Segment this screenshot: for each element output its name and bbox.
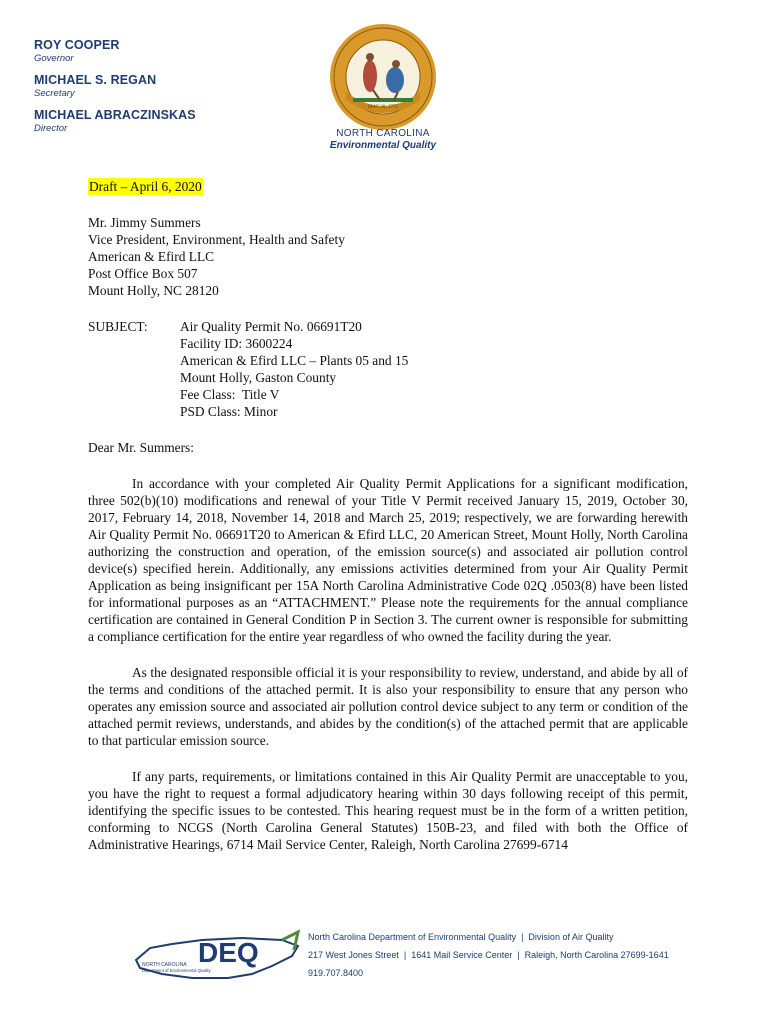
salutation: Dear Mr. Summers: xyxy=(88,440,194,455)
state-seal-icon xyxy=(328,22,438,132)
subject-lines xyxy=(180,318,408,420)
subject-block xyxy=(88,318,688,420)
footer-line: North Carolina Department of Environmental Quality | Division of Air Quality xyxy=(308,932,614,942)
recipient-line: Mount Holly, NC 28120 xyxy=(88,283,219,298)
footer-contact xyxy=(308,931,669,985)
letter-body xyxy=(88,178,688,853)
svg-text:MAY 20, 1775: MAY 20, 1775 xyxy=(368,105,398,110)
body-paragraph: If any parts, requirements, or limitations contained in this Air Quality Permit are unacceptable to you, you have the right to request a formal adjudicatory hearing within 30 days following receipt of this permit, identifying the specific issues to be contested. This hearing request must be in the form of a written petition, conforming to NCGS (North Carolina General Statutes) 150B-23, and filed with both the Office of Administrative Hearings, 6714 Mail Service Center, Raleigh, North Carolina 27699-6714 xyxy=(88,769,688,852)
subject-line: PSD Class: Minor xyxy=(180,404,278,419)
recipient-line: American & Efird LLC xyxy=(88,249,215,264)
agency-line-1: NORTH CAROLINA xyxy=(336,128,430,139)
subject-line: Fee Class: Title V xyxy=(180,387,280,402)
subject-line: Mount Holly, Gaston County xyxy=(180,370,337,385)
official-name: MICHAEL S. REGAN xyxy=(34,73,157,87)
official-title: Governor xyxy=(34,53,74,64)
footer-line: 217 West Jones Street | 1641 Mail Service Center | Raleigh, North Carolina 27699-1641 xyxy=(308,950,669,960)
svg-text:DEQ: DEQ xyxy=(198,937,259,968)
recipient-line: Post Office Box 507 xyxy=(88,266,198,281)
body-paragraph: As the designated responsible official it is your responsibility to review, understand, and abide by all of the terms and conditions of the attached permit. It is also your responsibility to ensure that any person who operates any emission source and associated air pollution control device subject to any term or condition of the attached permit reviews, understands, and abides by the condition(s) of the attached permit that are applicable to that particular emission source. xyxy=(88,665,688,748)
official-name: ROY COOPER xyxy=(34,38,120,52)
subject-line: American & Efird LLC – Plants 05 and 15 xyxy=(180,353,409,368)
official-name: MICHAEL ABRACZINSKAS xyxy=(34,108,196,122)
recipient-address xyxy=(88,214,688,299)
official-secretary xyxy=(34,73,196,100)
draft-highlight: Draft – April 6, 2020 xyxy=(89,179,202,194)
agency-line-2: Environmental Quality xyxy=(329,140,437,151)
official-title: Director xyxy=(34,123,68,134)
recipient-line: Vice President, Environment, Health and Safety xyxy=(88,232,345,247)
official-director xyxy=(34,108,196,135)
official-title: Secretary xyxy=(34,88,75,99)
recipient-line: Mr. Jimmy Summers xyxy=(88,215,201,230)
svg-text:NORTH CAROLINA: NORTH CAROLINA xyxy=(142,962,187,968)
official-governor xyxy=(34,38,196,65)
agency-name xyxy=(318,128,448,152)
draft-date xyxy=(88,178,688,195)
subject-label: SUBJECT: xyxy=(88,319,148,334)
footer-phone: 919.707.8400 xyxy=(308,968,364,978)
svg-text:Department of Environmental Qu: Department of Environmental Quality xyxy=(142,968,211,973)
deq-logo-icon xyxy=(132,922,302,984)
subject-line: Air Quality Permit No. 06691T20 xyxy=(180,319,362,334)
letterhead-officials xyxy=(34,38,196,143)
subject-line: Facility ID: 3600224 xyxy=(180,336,293,351)
body-paragraph: In accordance with your completed Air Quality Permit Applications for a significant modification, three 502(b)(10) modifications and renewal of your Title V Permit received January 15, 2019, October 30, 2017, February 14, 2018, November 14, 2018 and March 25, 2019; respectively, we are forwarding herewith Air Quality Permit No. 06691T20 to American & Efird LLC, 20 American Street, Mount Holly, North Carolina authorizing the construction and operation, of the emission source(s) and associated air pollution control device(s) specified herein. Additionally, any emissions activities determined from your Air Quality Permit Application as being insignificant per 15A North Carolina Administrative Code 02Q .0503(8) have been listed for informational purposes as an “ATTACHMENT.” Please note the requirements for the annual compliance certification are contained in General Condition P in Section 3. The current owner is responsible for submitting a compliance certification for the entire year regardless of who owned the facility during the year. xyxy=(88,476,688,644)
